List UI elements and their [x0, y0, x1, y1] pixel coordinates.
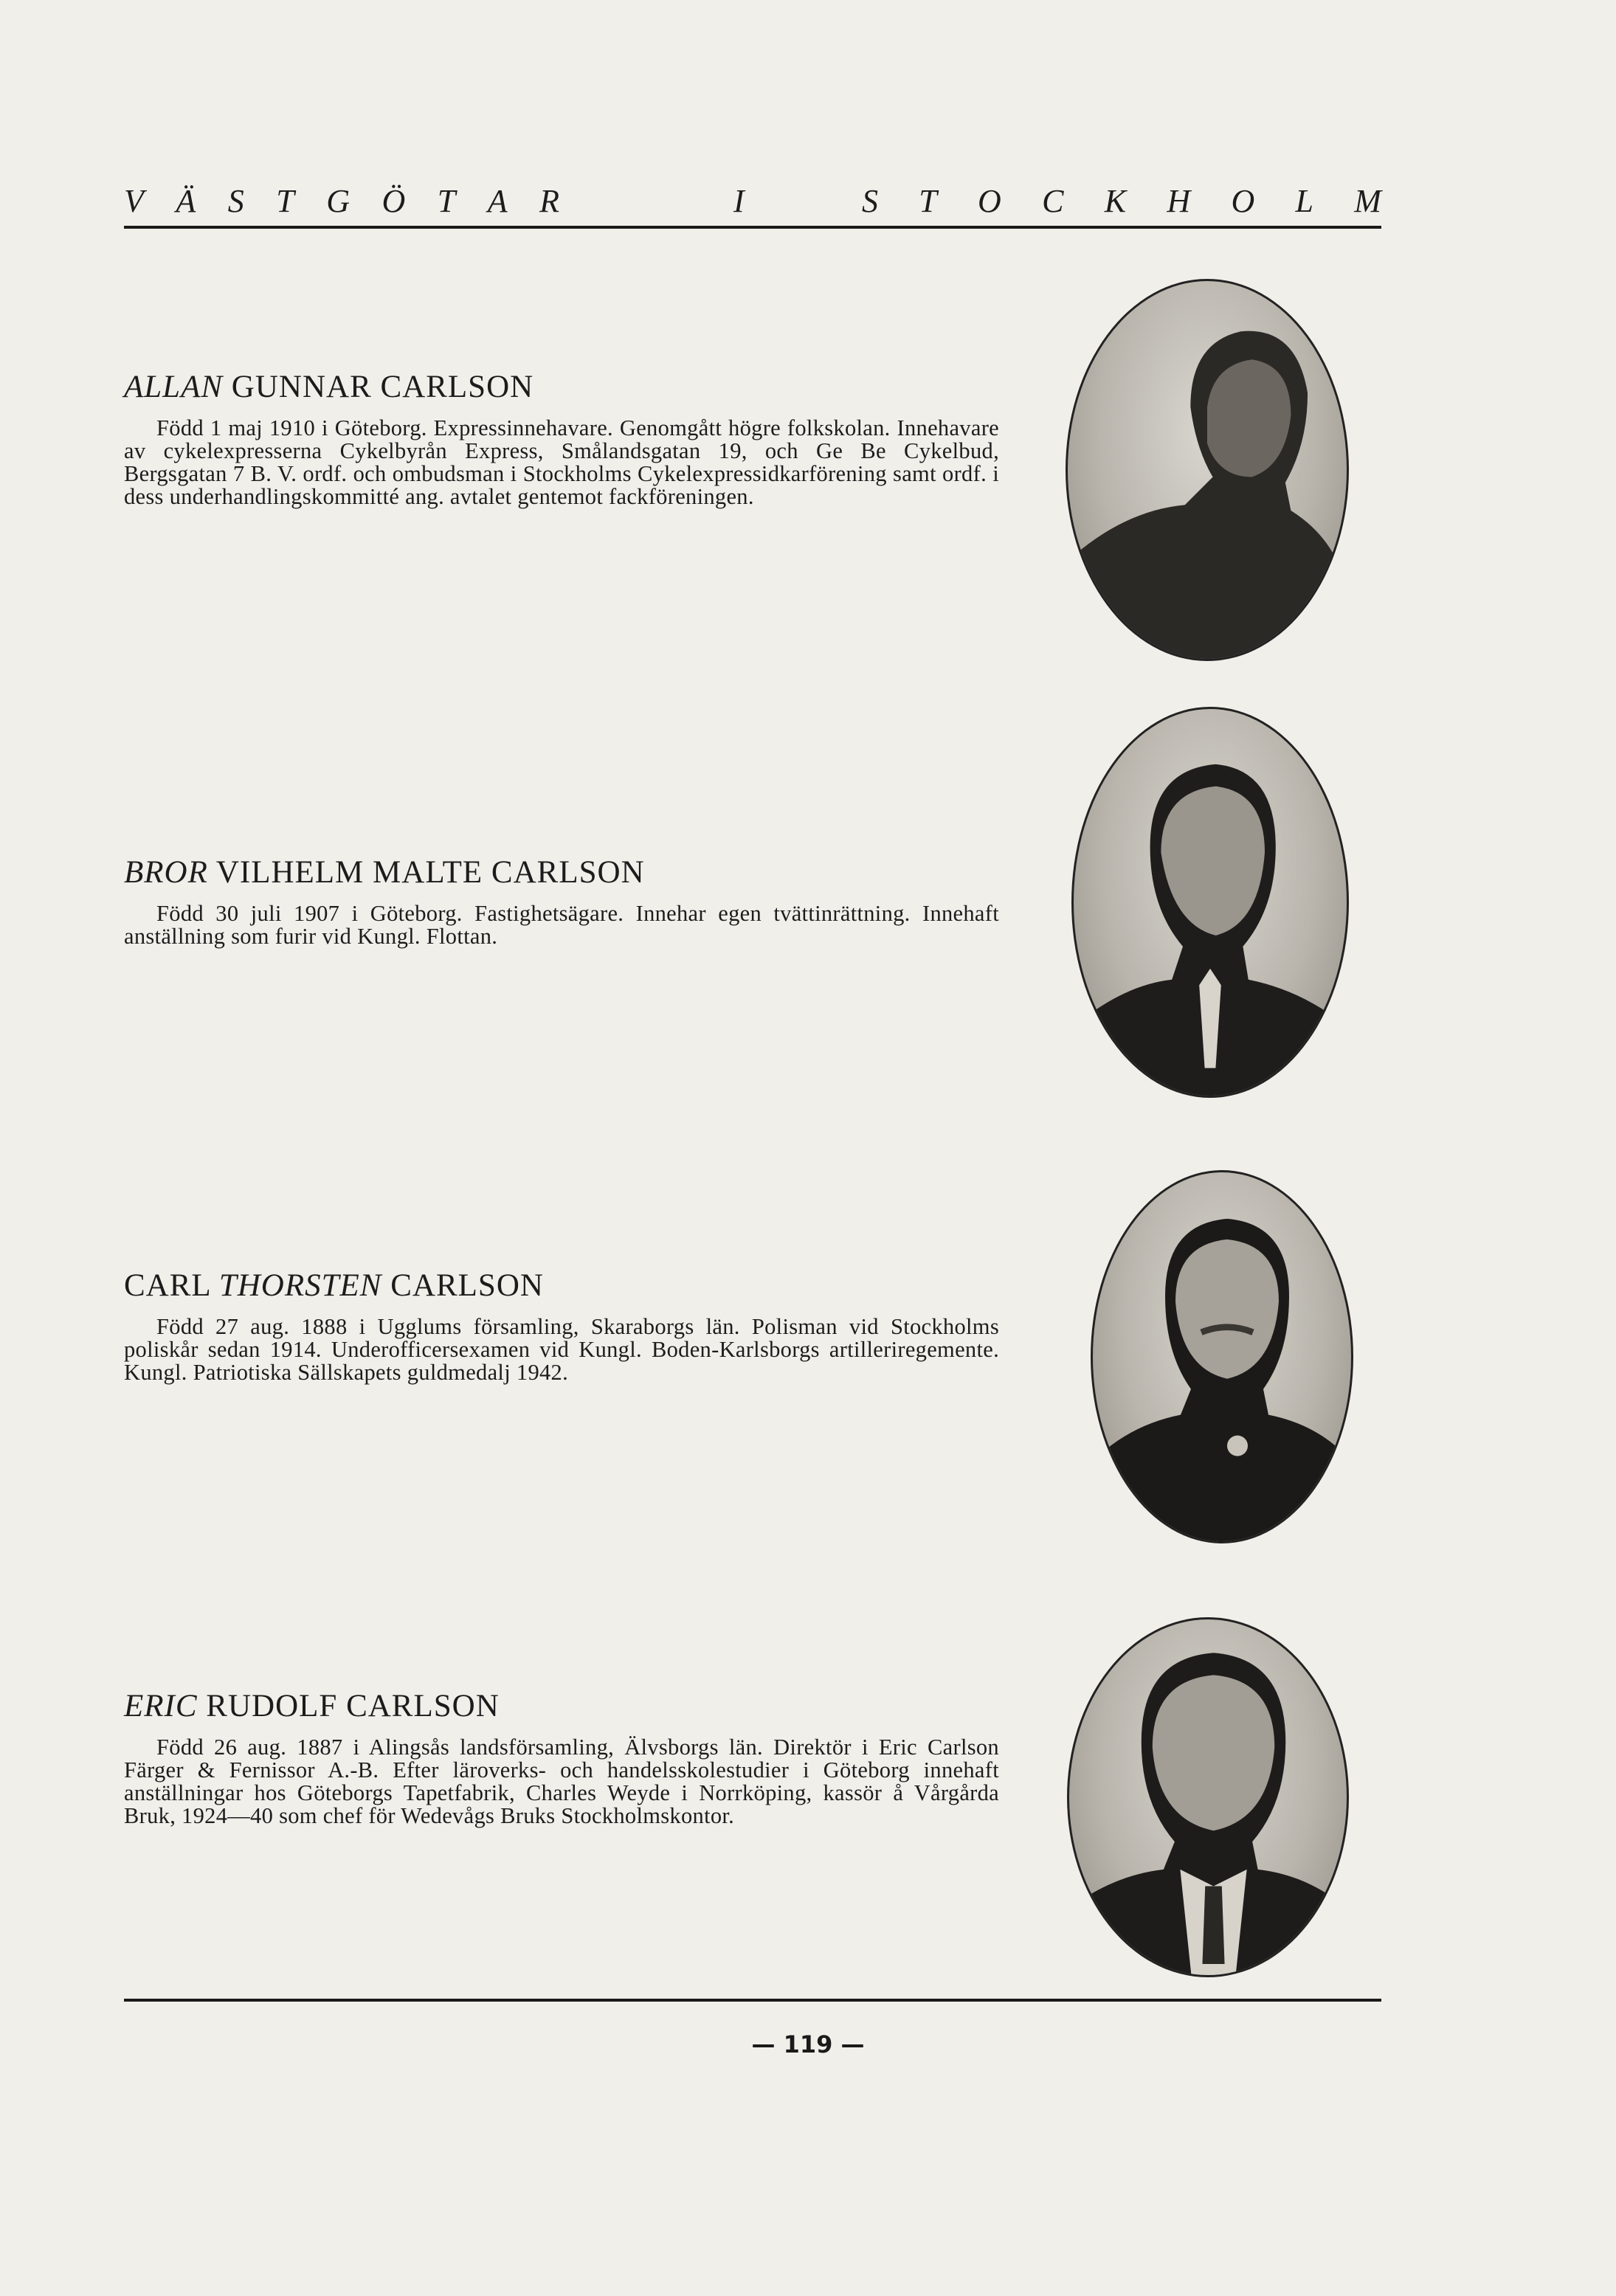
- biography-entry: [124, 854, 999, 948]
- footer-rule: [124, 1999, 1381, 2002]
- header-rule: [124, 226, 1381, 229]
- name-pre: CARL: [124, 1268, 219, 1303]
- biography-entry: [124, 1688, 999, 1828]
- header-letter: Ö: [381, 183, 406, 219]
- name-rest: RUDOLF CARLSON: [197, 1689, 500, 1723]
- biography-entry: [124, 1268, 999, 1384]
- name-rest: CARLSON: [381, 1268, 544, 1303]
- page-number: — 119 —: [751, 2030, 865, 2058]
- header-letter: T: [919, 183, 937, 219]
- header-letter: O: [1231, 183, 1255, 219]
- entry-name: [124, 1268, 999, 1304]
- header-letter: O: [978, 183, 1001, 219]
- running-header: [124, 171, 1381, 227]
- portrait-silhouette: [1074, 709, 1347, 1096]
- entry-biography: Född 26 aug. 1887 i Alingsås landsförsamling, Älvsborgs län. Direktör i Eric Carlson Färger & Fernissor A.-B. Efter läroverks- och handelsskolestudier i Göteborg innehaft anställningar hos Göteborgs Tapetfabrik, Charles Weyde i Norrköping, kassör å Vårgårda Bruk, 1924—40 som chef för Wedevågs Bruks Stockholmskontor.: [124, 1735, 999, 1828]
- header-letter: H: [1167, 183, 1191, 219]
- portrait-silhouette: [1069, 1619, 1347, 1975]
- header-letter: Ä: [176, 183, 196, 219]
- header-letter: L: [1295, 183, 1313, 219]
- name-italic: ALLAN: [124, 370, 224, 404]
- portrait-photo: [1067, 1617, 1349, 1977]
- portrait-photo: [1066, 279, 1349, 661]
- header-word-stockholm: [862, 182, 1381, 220]
- portrait-photo: [1071, 707, 1349, 1098]
- portrait-silhouette: [1068, 281, 1347, 659]
- entry-name: [124, 1688, 999, 1724]
- name-rest: GUNNAR CARLSON: [223, 370, 534, 404]
- header-letter: R: [539, 183, 559, 219]
- header-word-vastgotar: [124, 182, 559, 220]
- header-letter: A: [487, 183, 508, 219]
- entry-name: [124, 854, 999, 891]
- entry-name: [124, 369, 999, 405]
- header-letter: S: [862, 183, 878, 219]
- header-letter: T: [437, 183, 456, 219]
- name-italic: BROR: [124, 855, 208, 890]
- name-rest: VILHELM MALTE CARLSON: [207, 855, 645, 890]
- header-letter: M: [1354, 183, 1381, 219]
- portrait-photo: [1091, 1170, 1353, 1543]
- biography-entry: [124, 369, 999, 508]
- name-italic: ERIC: [124, 1689, 198, 1723]
- name-italic: THORSTEN: [218, 1268, 382, 1303]
- header-letter: K: [1104, 183, 1127, 219]
- portrait-silhouette: [1093, 1172, 1351, 1541]
- header-letter: T: [276, 183, 294, 219]
- header-letter: S: [227, 183, 244, 219]
- entry-biography: Född 30 juli 1907 i Göteborg. Fastighetsägare. Innehar egen tvättinrättning. Innehaft anställning som furir vid Kungl. Flottan.: [124, 901, 999, 949]
- header-word-i: I: [733, 183, 745, 219]
- header-letter: V: [124, 183, 144, 219]
- entry-biography: Född 1 maj 1910 i Göteborg. Expressinnehavare. Genomgått högre folkskolan. Innehavare av cykelexpresserna Cykelbyrån Express, Smålandsgatan 19, och Ge Be Cykelbud, Bergsgatan 7 B. V. ordf. och ombudsman i Stockholms Cykelexpressidkarförening samt ordf. i dess underhandlingskommitté ang. avtalet gentemot fackföreningen.: [124, 415, 999, 509]
- header-letter: G: [326, 183, 350, 219]
- entry-biography: Född 27 aug. 1888 i Ugglums församling, Skaraborgs län. Polisman vid Stockholms poliskår sedan 1914. Underofficersexamen vid Kungl. Boden-Karlsborgs artilleriregemente. Kungl. Patriotiska Sällskapets guldmedalj 1942.: [124, 1314, 999, 1385]
- header-letter: C: [1042, 183, 1064, 219]
